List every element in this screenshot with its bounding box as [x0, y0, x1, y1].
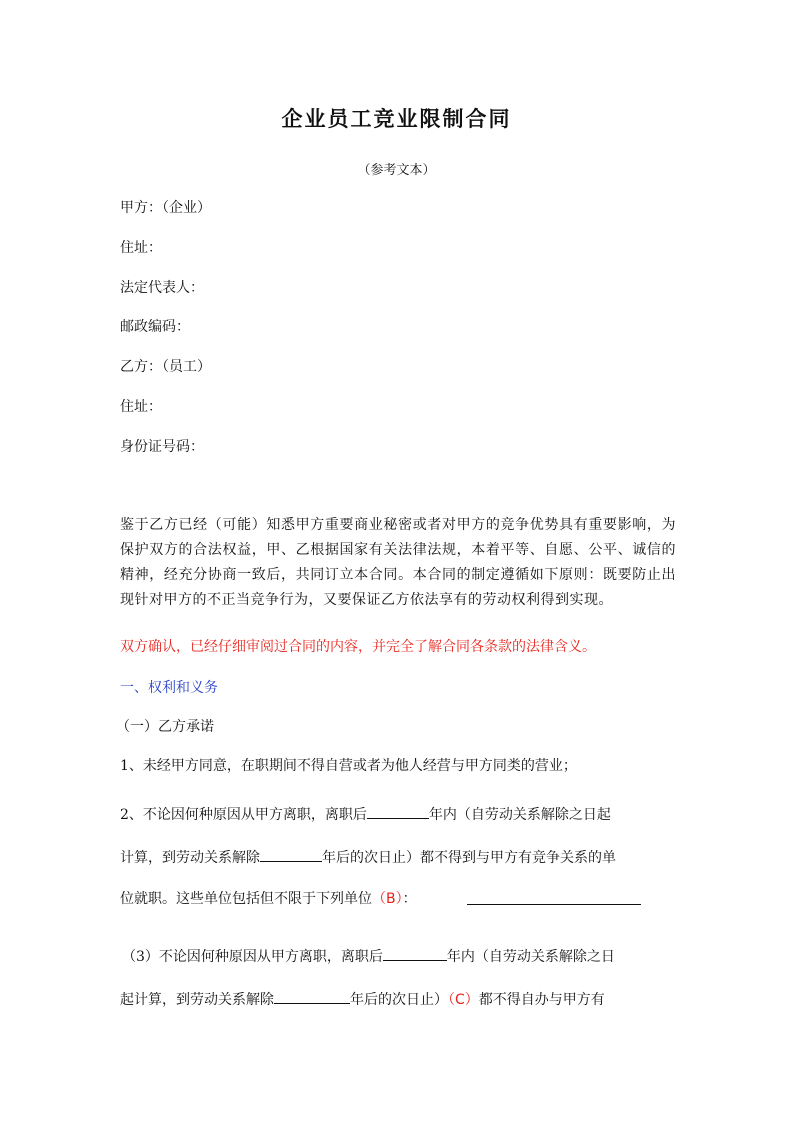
- clause-3-text: 年后的次日止）: [350, 992, 448, 1008]
- clause-marker-b: （B）: [372, 891, 403, 907]
- clause-3-line-1: [122, 946, 615, 966]
- clause-3-line-2: [120, 989, 605, 1009]
- preamble-paragraph: 鉴于乙方已经（可能）知悉甲方重要商业秘密或者对甲方的竞争优势具有重要影响，为保护双方的合法权益，甲、乙根据国家有关法律法规，本着平等、自愿、公平、诚信的精神，经充分协商一致后，共同订立本合同。本合同的制定遵循如下原则：既要防止出现针对甲方的不正当竞争行为，又要保证乙方依法享有的劳动权利得到实现。: [120, 517, 676, 608]
- clause-2-text: 2、不论因何种原因从甲方离职，离职后: [120, 807, 367, 823]
- company-list-blank[interactable]: [467, 904, 641, 905]
- clause-2-text: 年内（自劳动关系解除之日起: [428, 807, 611, 823]
- contract-title: 企业员工竞业限制合同: [281, 106, 512, 131]
- party-a-line: 甲方：（企业）: [120, 200, 211, 216]
- clause-2-line-2: [120, 847, 616, 867]
- blank-field[interactable]: [260, 849, 322, 862]
- subsection-heading: （一）乙方承诺: [116, 719, 214, 735]
- legal-representative: 法定代表人：: [120, 280, 204, 296]
- blank-field[interactable]: [274, 991, 350, 1004]
- contract-subtitle: （参考文本）: [357, 163, 436, 178]
- id-number: 身份证号码：: [120, 439, 204, 455]
- clause-3-text: 年内（自劳动关系解除之日: [446, 949, 615, 965]
- clause-marker-c: （C）: [448, 992, 479, 1008]
- blank-field[interactable]: [367, 806, 429, 819]
- clause-2-text: 年后的次日止）都不得到与甲方有竞争关系的单: [322, 850, 616, 866]
- clause-3-text: （3）不论因何种原因从甲方离职，离职后: [122, 949, 383, 965]
- party-b-address: 住址：: [120, 399, 162, 415]
- confirmation-statement: 双方确认，已经仔细审阅过合同的内容，并完全了解合同各条款的法律含义。: [120, 639, 596, 655]
- clause-1: 1、未经甲方同意，在职期间不得自营或者为他人经营与甲方同类的营业；: [120, 758, 577, 774]
- clause-3-text: 起计算，到劳动关系解除: [120, 992, 274, 1008]
- party-a-address: 住址：: [120, 240, 162, 256]
- party-b-line: 乙方：（员工）: [120, 359, 211, 375]
- clause-3-text: 都不得自办与甲方有: [478, 992, 605, 1008]
- clause-2-text: 计算，到劳动关系解除: [120, 850, 260, 866]
- section-heading-rights: 一、权利和义务: [120, 680, 218, 696]
- clause-2-line-1: [120, 804, 611, 824]
- postal-code: 邮政编码：: [120, 319, 190, 335]
- clause-2-text: 位就职。这些单位包括但不限于下列单位: [120, 891, 372, 907]
- blank-field[interactable]: [383, 948, 447, 961]
- clause-2-line-3: [120, 888, 417, 908]
- clause-2-text: ：: [402, 891, 417, 907]
